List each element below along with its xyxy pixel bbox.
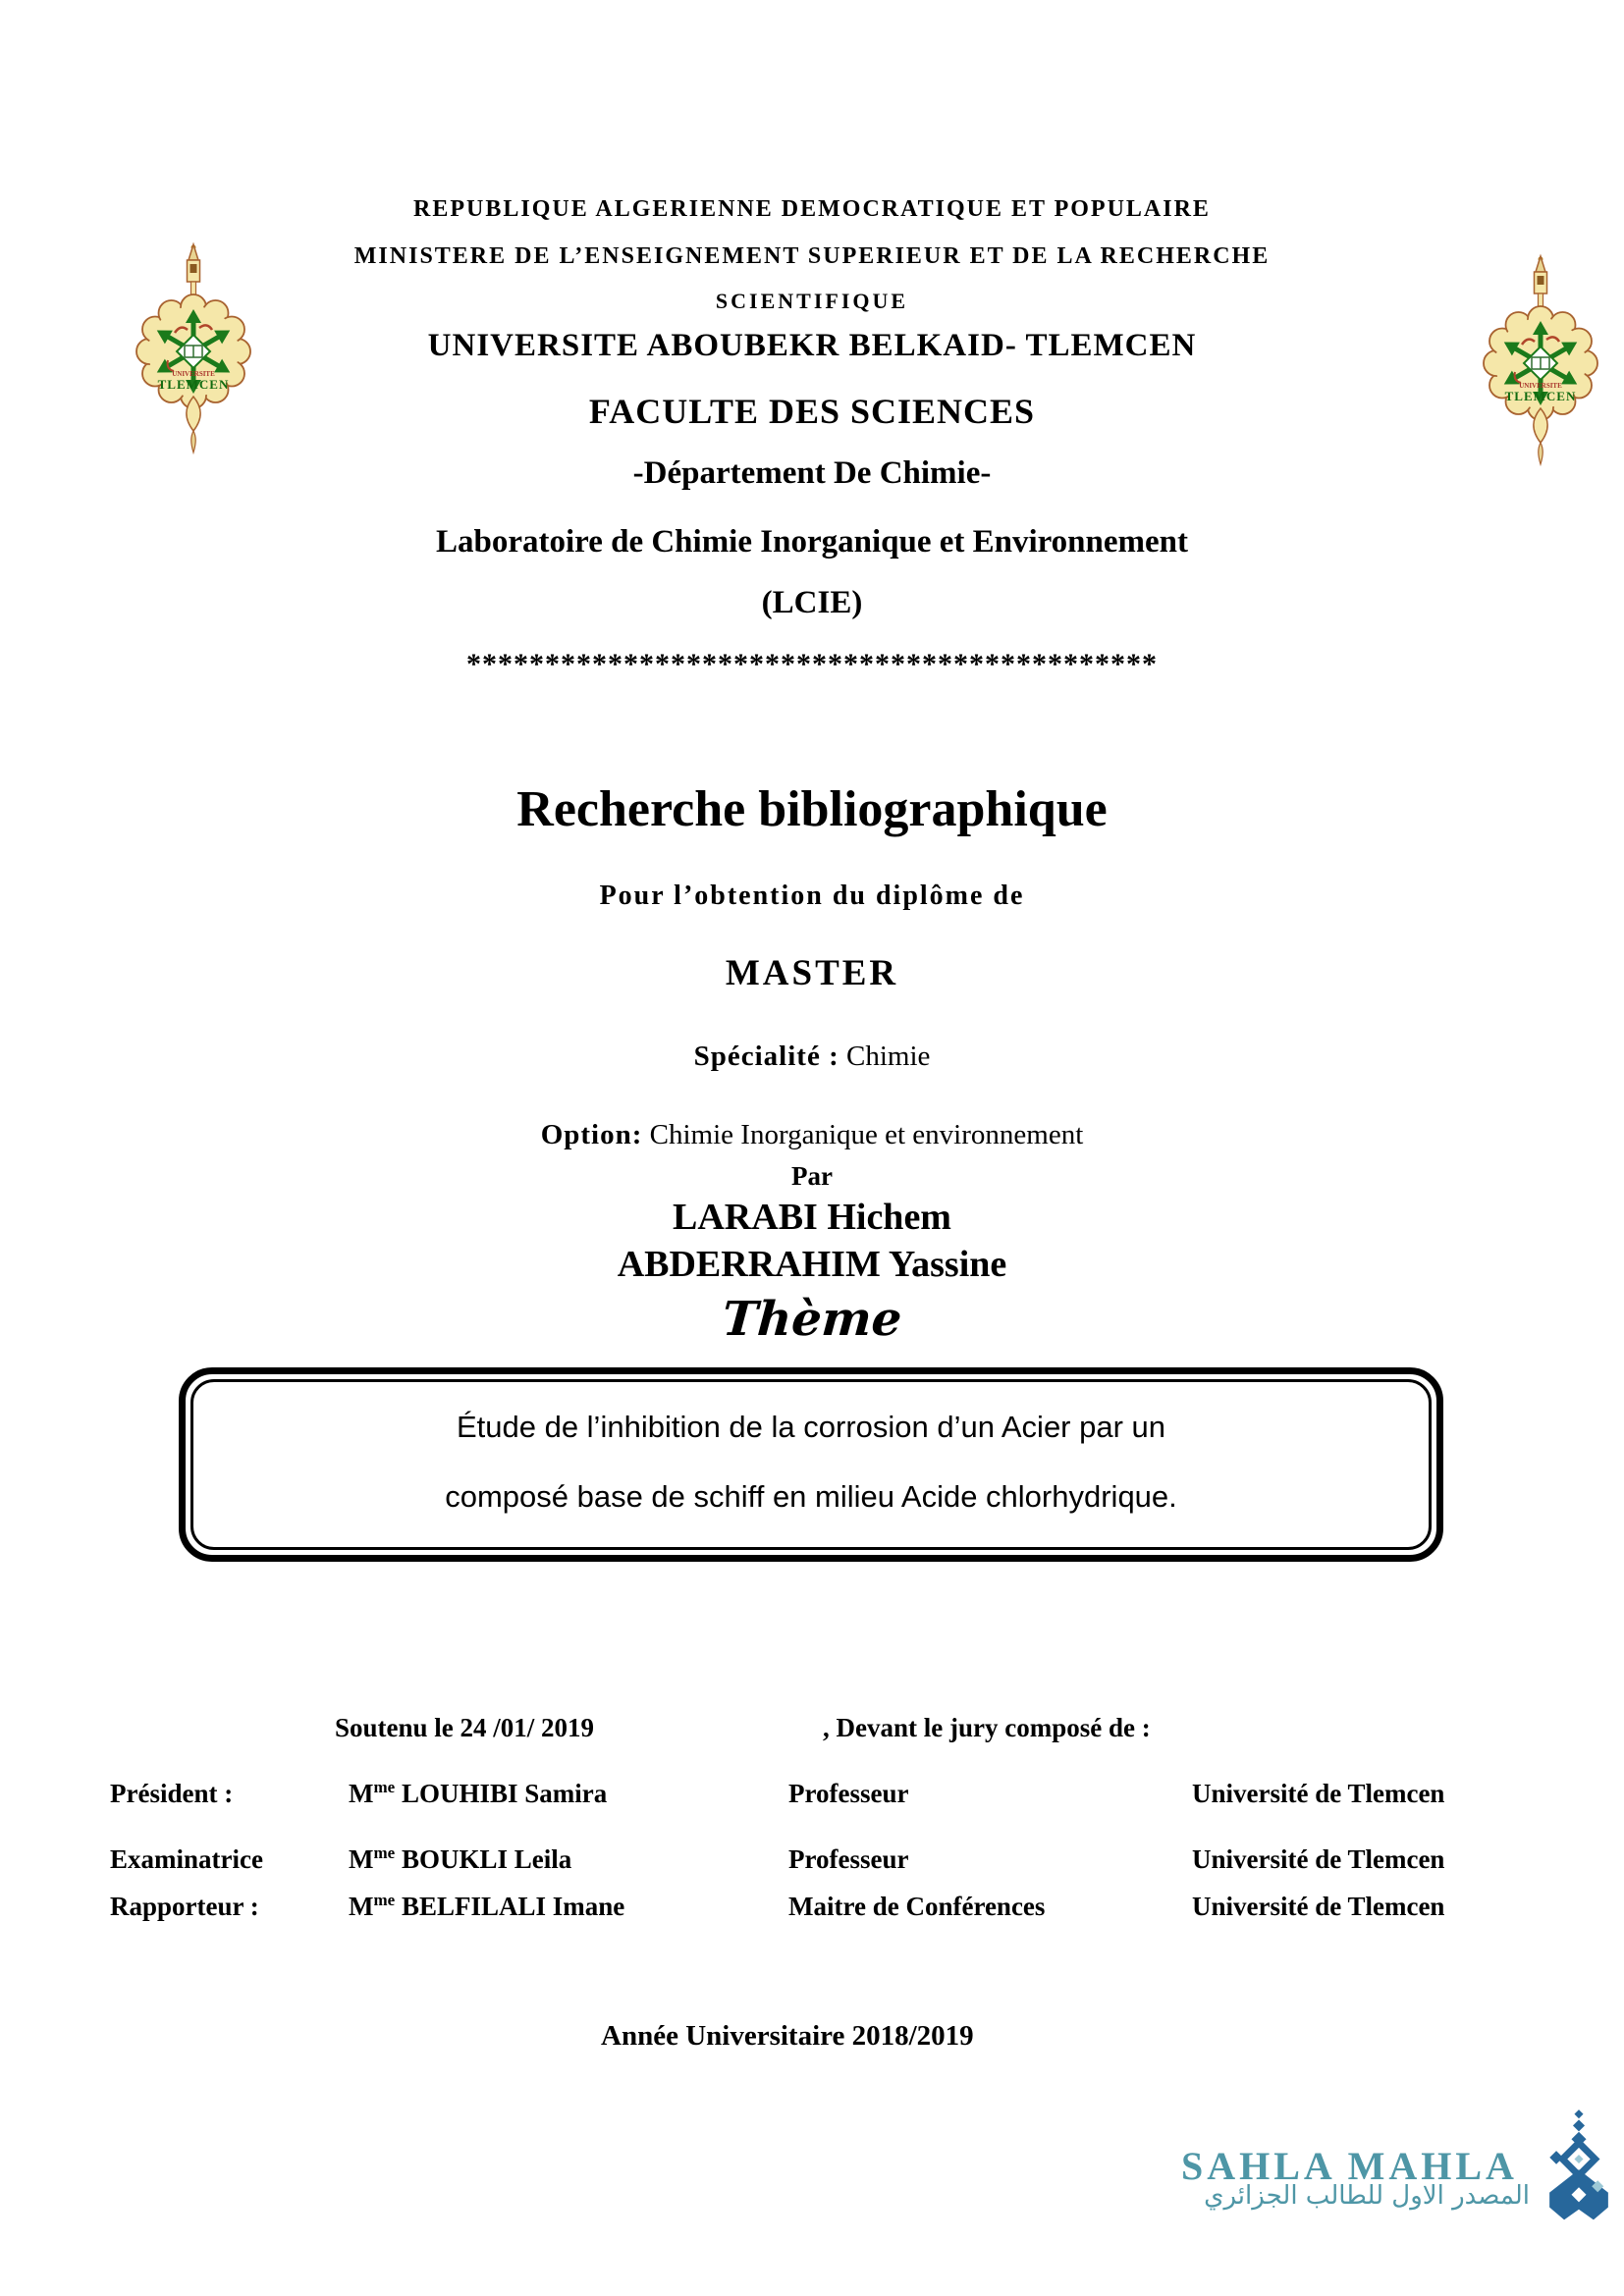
specialty-value: Chimie xyxy=(845,1041,931,1072)
jury-member-name: $M^{me}$ LOUHIBI Samira xyxy=(349,1778,608,1808)
ministry-line: MINISTERE DE L’ENSEIGNEMENT SUPERIEUR ET DE LA RECHERCHE xyxy=(353,243,1271,269)
ministry-line-2: SCIENTIFIQUE xyxy=(715,289,909,313)
department-name: -Département De Chimie- xyxy=(632,455,992,491)
author-name-2: ABDERRAHIM Yassine xyxy=(617,1244,1007,1285)
brand-name: SAHLA MAHLA xyxy=(1181,2144,1518,2188)
document-type-title: Recherche bibliographique xyxy=(516,781,1108,837)
jury-intro: , Devant le jury composé de : xyxy=(823,1713,1151,1742)
specialty-line xyxy=(0,1041,1624,1073)
thesis-title-line-2: composé base de schiff en milieu Acide chlorhydrique. xyxy=(445,1479,1177,1514)
jury-role: Rapporteur : xyxy=(110,1892,259,1921)
jury-grade: Professeur xyxy=(788,1779,909,1808)
sahla-mahla-emblem-icon xyxy=(1547,2109,1610,2224)
jury-affiliation: Université de Tlemcen xyxy=(1192,1844,1445,1874)
jury-affiliation: Université de Tlemcen xyxy=(1192,1892,1445,1921)
laboratory-name: Laboratoire de Chimie Inorganique et Environnement xyxy=(435,524,1189,560)
jury-grade: Professeur xyxy=(788,1844,909,1874)
by-label: Par xyxy=(791,1161,833,1191)
thesis-title-line-1: Étude de l’inhibition de la corrosion d’un Acier par un xyxy=(456,1410,1166,1444)
theme-label: Thème xyxy=(720,1292,904,1347)
author-name-1: LARABI Hichem xyxy=(673,1197,951,1238)
option-line xyxy=(0,1119,1624,1151)
jury-grade: Maitre de Conférences xyxy=(788,1892,1046,1921)
jury-role: Président : xyxy=(110,1779,234,1808)
specialty-label: Spécialité : xyxy=(693,1041,839,1072)
separator-stars: ******************************************** xyxy=(466,648,1158,680)
purpose-line: Pour l’obtention du diplôme de xyxy=(599,881,1025,911)
option-label: Option: xyxy=(540,1119,643,1150)
jury-member-name: $M^{me}$ BELFILALI Imane xyxy=(349,1891,625,1921)
defense-date: Soutenu le 24 /01/ 2019 xyxy=(335,1713,595,1742)
option-value: Chimie Inorganique et environnement xyxy=(649,1119,1084,1150)
republic-line: REPUBLIQUE ALGERIENNE DEMOCRATIQUE ET POPULAIRE xyxy=(413,196,1211,222)
faculty-name: FACULTE DES SCIENCES xyxy=(588,392,1036,431)
jury-affiliation: Université de Tlemcen xyxy=(1192,1779,1445,1808)
brand-tagline-arabic: المصدر الاول للطالب الجزائري xyxy=(1204,2181,1530,2211)
laboratory-acronym: (LCIE) xyxy=(761,585,863,620)
degree-name: MASTER xyxy=(725,953,899,993)
jury-member-name: $M^{me}$ BOUKLI Leila xyxy=(349,1843,572,1874)
university-name: UNIVERSITE ABOUBEKR BELKAID- TLEMCEN xyxy=(427,328,1197,363)
thesis-title-box xyxy=(179,1367,1443,1562)
thesis-title xyxy=(186,1392,1436,1531)
jury-role: Examinatrice xyxy=(110,1844,263,1874)
academic-year: Année Universitaire 2018/2019 xyxy=(601,2020,974,2052)
